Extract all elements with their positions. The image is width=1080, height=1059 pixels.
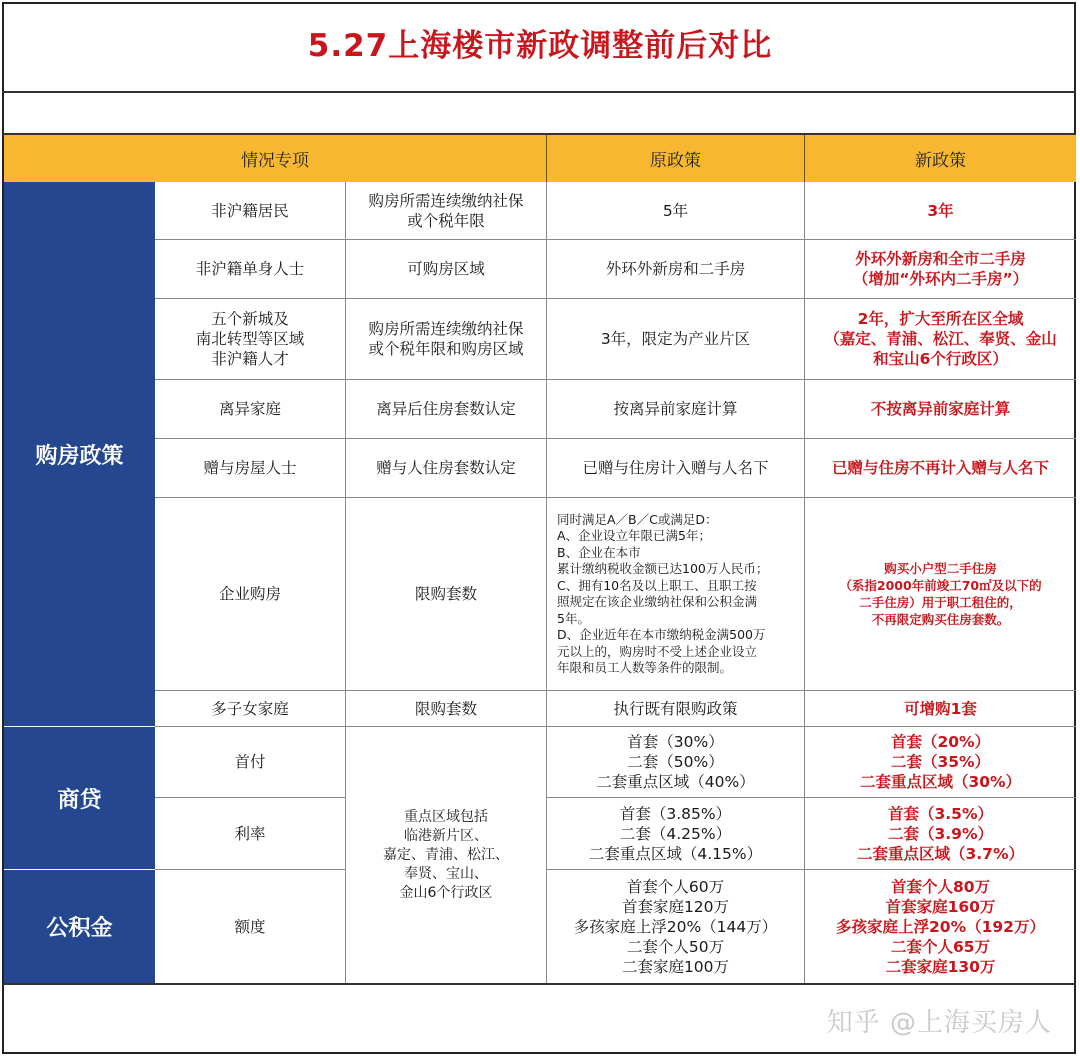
category-purchase-policy: 购房政策 <box>4 182 155 727</box>
row-old-policy: 已赠与住房计入赠与人名下 <box>547 439 805 498</box>
row-item: 五个新城及 南北转型等区域 非沪籍人才 <box>155 299 346 380</box>
row-old-policy: 首套个人60万 首套家庭120万 多孩家庭上浮20%（144万） 二套个人50万 二套家庭100万 <box>547 870 805 983</box>
row-old-policy: 同时满足A／B／C或满足D： A、企业设立年限已满5年； B、企业在本市 累计缴纳税收金额已达100万人民币； C、拥有10名及以上职工、且职工按 照规定在该企业缴纳社保和公积金满 5年。 D、企业近年在本市缴纳税金满500万 元以上的，购房时不受上述企业设立 年限和员工人数等条件的限制。 <box>547 498 805 691</box>
row-new-policy: 首套个人80万 首套家庭160万 多孩家庭上浮20%（192万） 二套个人65万 二套家庭130万 <box>836 877 1045 976</box>
row-item: 多子女家庭 <box>155 691 346 727</box>
row-detail: 限购套数 <box>346 498 547 691</box>
header-old-policy: 原政策 <box>547 135 805 182</box>
row-old-policy: 3年，限定为产业片区 <box>547 299 805 380</box>
key-area-note: 重点区域包括 临港新片区、 嘉定、青浦、松江、 奉贤、宝山、 金山6个行政区 <box>346 727 547 983</box>
header-situation: 情况专项 <box>4 135 547 182</box>
row-item: 利率 <box>155 798 346 870</box>
row-new-policy: 外环外新房和全市二手房 （增加“外环内二手房”） <box>805 240 1076 299</box>
row-old-policy: 按离异前家庭计算 <box>547 380 805 439</box>
row-old-policy: 首套（30%） 二套（50%） 二套重点区域（40%） <box>547 727 805 798</box>
row-old-policy: 执行既有限购政策 <box>547 691 805 727</box>
row-item: 赠与房屋人士 <box>155 439 346 498</box>
row-detail: 离异后住房套数认定 <box>346 380 547 439</box>
row-new-policy: 首套（20%） 二套（35%） 二套重点区域（30%） <box>805 727 1076 798</box>
row-new-policy: 可增购1套 <box>805 691 1076 727</box>
row-item: 首付 <box>155 727 346 798</box>
row-item: 离异家庭 <box>155 380 346 439</box>
title-divider <box>2 91 1076 93</box>
row-detail: 购房所需连续缴纳社保 或个税年限和购房区域 <box>346 299 547 380</box>
category-provident-fund: 公积金 <box>4 870 155 983</box>
row-new-policy: 已赠与住房不再计入赠与人名下 <box>805 439 1076 498</box>
row-detail: 购房所需连续缴纳社保 或个税年限 <box>346 182 547 240</box>
row-item: 非沪籍单身人士 <box>155 240 346 299</box>
row-new-policy: 3年 <box>805 182 1076 240</box>
row-item: 额度 <box>155 870 346 983</box>
row-old-policy: 5年 <box>547 182 805 240</box>
row-new-policy: 购买小户型二手住房 （系指2000年前竣工70㎡及以下的 二手住房）用于职工租住的， 不再限定购买住房套数。 <box>805 498 1076 691</box>
row-old-policy: 首套（3.85%） 二套（4.25%） 二套重点区域（4.15%） <box>547 798 805 870</box>
row-old-policy: 外环外新房和二手房 <box>547 240 805 299</box>
row-new-policy: 不按离异前家庭计算 <box>805 380 1076 439</box>
row-detail: 可购房区域 <box>346 240 547 299</box>
row-detail: 限购套数 <box>346 691 547 727</box>
table-bottom-line <box>2 983 1076 985</box>
page-title: 5.27上海楼市新政调整前后对比 <box>307 28 773 64</box>
row-new-policy: 首套（3.5%） 二套（3.9%） 二套重点区域（3.7%） <box>805 798 1076 870</box>
watermark: 知乎 @上海买房人 <box>826 1008 1052 1038</box>
row-new-policy: 2年，扩大至所在区全域 （嘉定、青浦、松江、奉贤、金山 和宝山6个行政区） <box>805 299 1076 380</box>
row-item: 企业购房 <box>155 498 346 691</box>
row-item: 非沪籍居民 <box>155 182 346 240</box>
category-commercial-loan: 商贷 <box>4 727 155 870</box>
header-new-policy: 新政策 <box>805 135 1076 182</box>
row-detail: 赠与人住房套数认定 <box>346 439 547 498</box>
